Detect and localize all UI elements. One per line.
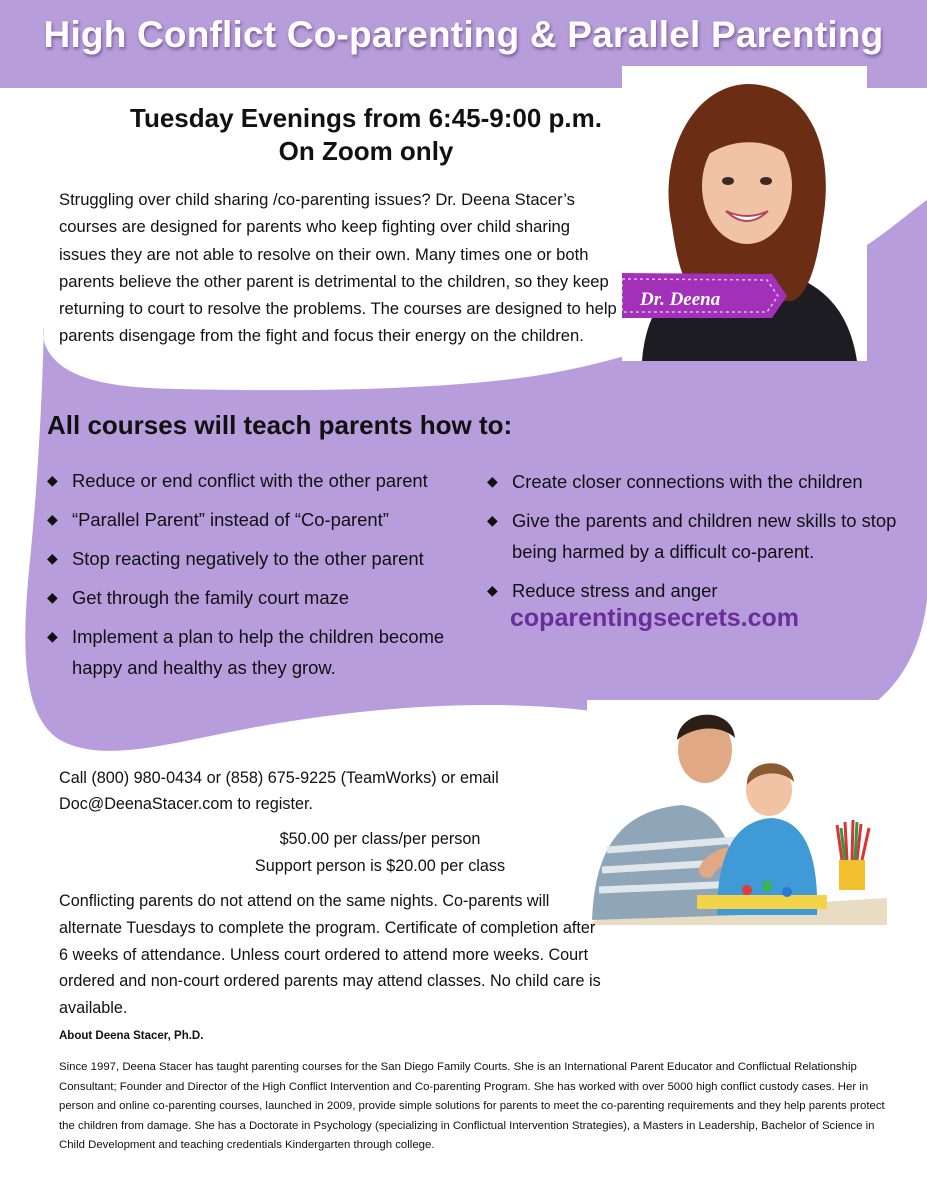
diamond-bullet-icon: ◆ [487,473,498,489]
diamond-bullet-icon: ◆ [47,472,58,488]
diamond-bullet-icon: ◆ [47,589,58,605]
schedule-time: Tuesday Evenings from 6:45-9:00 p.m. [130,103,602,133]
contact-info: Call (800) 980-0434 or (858) 675-9225 (TeamWorks) or email Doc@DeenaStacer.com to register. [59,769,499,813]
schedule-venue: On Zoom only [278,136,454,166]
list-item: ◆ Give the parents and children new skills to stop being harmed by a difficult co-parent. [487,505,907,567]
list-item: ◆ Create closer connections with the children [487,466,907,497]
teach-list-left [47,465,477,691]
dr-deena-portrait [622,66,867,361]
teach-heading: All courses will teach parents how to: [47,410,513,440]
pricing-block [60,826,700,880]
diamond-bullet-icon: ◆ [487,582,498,598]
portrait-ribbon-label: Dr. Deena [640,289,721,310]
intro-paragraph: Struggling over child sharing /co-parenting issues? Dr. Deena Stacer’s courses are designed for parents who keep fighting over child sharing issues they are not able to resolve on their own. Many times one or both parents believe the other parent is detrimental to the children, so they keep returning to court to resolve the problems. The courses are designed to help parents disengage from the fight and focus their energy on the children. [59,190,617,346]
diamond-bullet-icon: ◆ [487,512,498,528]
schedule-heading [60,102,672,168]
page-title: High Conflict Co-parenting & Parallel Parenting [43,14,884,55]
website-link[interactable]: coparentingsecrets.com [510,604,799,632]
class-price: $50.00 per class/per person [279,830,481,848]
about-heading: About Deena Stacer, Ph.D. [59,1030,204,1042]
list-item: ◆ Implement a plan to help the children become happy and healthy as they grow. [47,621,477,683]
attendance-policy: Conflicting parents do not attend on the same nights. Co-parents will alternate Tuesdays to complete the program. Certificate of completion after 6 weeks of attendance. Unless court ordered to attend more weeks. Court ordered and non-court ordered parents may attend classes. No child care is available. [59,892,601,1018]
father-child-photo [587,700,887,925]
diamond-bullet-icon: ◆ [47,550,58,566]
diamond-bullet-icon: ◆ [47,511,58,527]
teach-list-right [487,466,907,614]
list-item: ◆ Reduce stress and anger [487,575,907,606]
about-body: Since 1997, Deena Stacer has taught parenting courses for the San Diego Family Courts. She is an International Parent Educator and Conflictual Relationship Consultant; Founder and Director of the High Conflict Intervention and Co-parenting Program. She has worked with over 5000 high conflict custody cases. Her in person and online co-parenting courses, launched in 2009, provide simple solutions for parents to meet the co-parenting requirements and they help parents protect the children from damage. She has a Doctorate in Psychology (specializing in Conflictual Intervention Strategies), a Masters in Leadership, Bachelor of Science in Child Development and teaching credentials Kindergarten through college. [59,1061,885,1152]
support-price: Support person is $20.00 per class [254,857,506,875]
list-item: ◆ Get through the family court maze [47,582,477,613]
list-item: ◆ Stop reacting negatively to the other parent [47,543,477,574]
list-item: ◆ “Parallel Parent” instead of “Co-parent” [47,504,477,535]
diamond-bullet-icon: ◆ [47,628,58,644]
list-item: ◆ Reduce or end conflict with the other parent [47,465,477,496]
